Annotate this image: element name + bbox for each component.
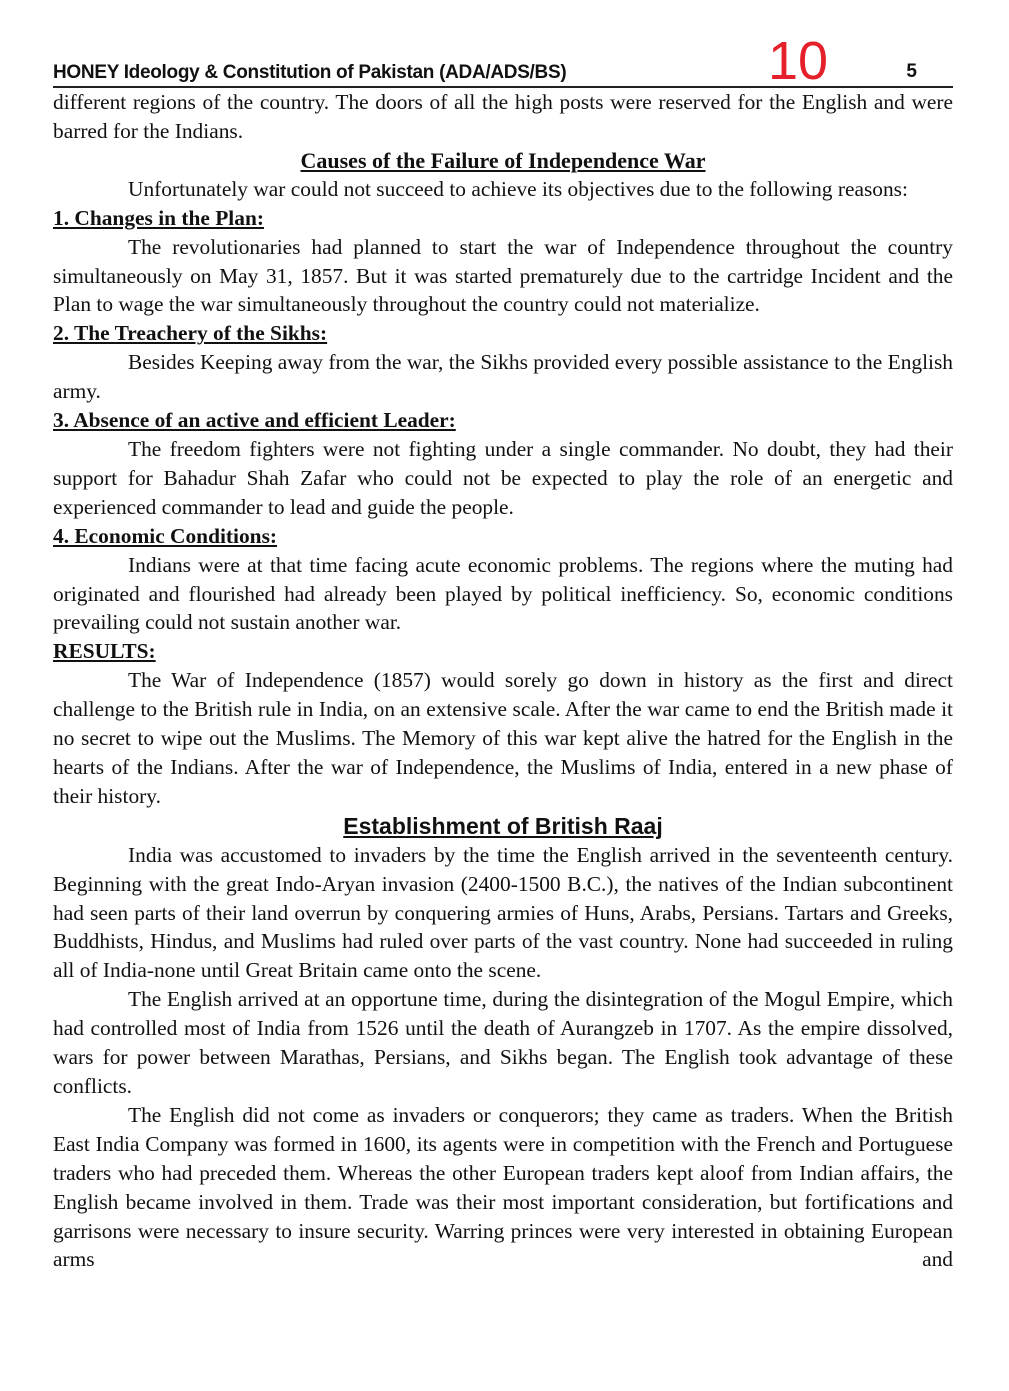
raaj-paragraph: The English arrived at an opportune time, during the disintegration of the Mogul Empire, which had controlled most of India from 1526 until the death of Aurangzeb in 1707. As the empire dissolved, wars for power between Marathas, Persians, and Sikhs began. The English took advantage of these conflicts.	[53, 987, 953, 1098]
header-title: HONEY Ideology & Constitution of Pakistan (ADA/ADS/BS)	[53, 62, 567, 83]
intro-paragraph: different regions of the country. The doors of all the high posts were reserved for the English and were barred for the Indians.	[53, 90, 953, 143]
page-content	[53, 88, 953, 1274]
cause-text: The freedom fighters were not fighting under a single commander. No doubt, they had their support for Bahadur Shah Zafar who could not be expected to play the role of an energetic and experienced commander to lead and guide the people.	[53, 436, 953, 519]
cause-text: The revolutionaries had planned to start the war of Independence throughout the country simultaneously on May 31, 1857. But it was started prematurely due to the cartridge Incident and the Plan to wage the war simultaneously throughout the country could not materialize.	[53, 234, 953, 317]
cause-text: Indians were at that time facing acute economic problems. The regions where the muting had originated and flourished had already been played by political inefficiency. So, economic conditions prevailing could not sustain another war.	[53, 552, 953, 635]
document-page	[53, 0, 953, 1274]
cause-heading: 1. Changes in the Plan:	[53, 205, 264, 230]
raaj-paragraph: The English did not come as invaders or conquerors; they came as traders. When the British East India Company was formed in 1600, its agents were in competition with the French and Portuguese traders who had preceded them. Whereas the other European traders kept aloof from Indian affairs, the English became involved in them. Trade was their most important consideration, but fortifications and garrisons were necessary to insure security. Warring princes were very interested in obtaining European arms and	[53, 1102, 953, 1272]
cause-heading: 2. The Treachery of the Sikhs:	[53, 321, 328, 346]
causes-intro: Unfortunately war could not succeed to achieve its objectives due to the following reasons:	[128, 176, 908, 201]
raaj-paragraph: India was accustomed to invaders by the time the English arrived in the seventeenth century. Beginning with the great Indo-Aryan invasion (2400-1500 B.C.), the natives of the Indian subcontinent had seen parts of their land overrun by conquering armies of Huns, Arabs, Persians. Tartars and Greeks, Buddhists, Hindus, and Muslims had ruled over parts of the vast country. None had succeeded in ruling all of India-none until Great Britain came onto the scene.	[53, 842, 953, 983]
cause-heading: 3. Absence of an active and efficient Leader:	[53, 408, 456, 433]
section-title-british-raaj: Establishment of British Raaj	[343, 812, 663, 839]
stamp-number: 10	[768, 31, 829, 91]
results-heading: RESULTS:	[53, 639, 156, 664]
page-number: 5	[906, 61, 917, 82]
results-text: The War of Independence (1857) would sorely go down in history as the first and direct challenge to the British rule in India, on an extensive scale. After the war came to end the British made it no secret to wipe out the Muslims. The Memory of this war kept alive the hatred for the English in the hearts of the Indians. After the war of Independence, the Muslims of India, entered in a new phase of their history.	[53, 668, 953, 808]
cause-text: Besides Keeping away from the war, the Sikhs provided every possible assistance to the English army.	[53, 350, 953, 404]
section-title-causes: Causes of the Failure of Independence War	[300, 147, 706, 173]
page-header	[53, 0, 953, 91]
cause-heading: 4. Economic Conditions:	[53, 523, 278, 548]
